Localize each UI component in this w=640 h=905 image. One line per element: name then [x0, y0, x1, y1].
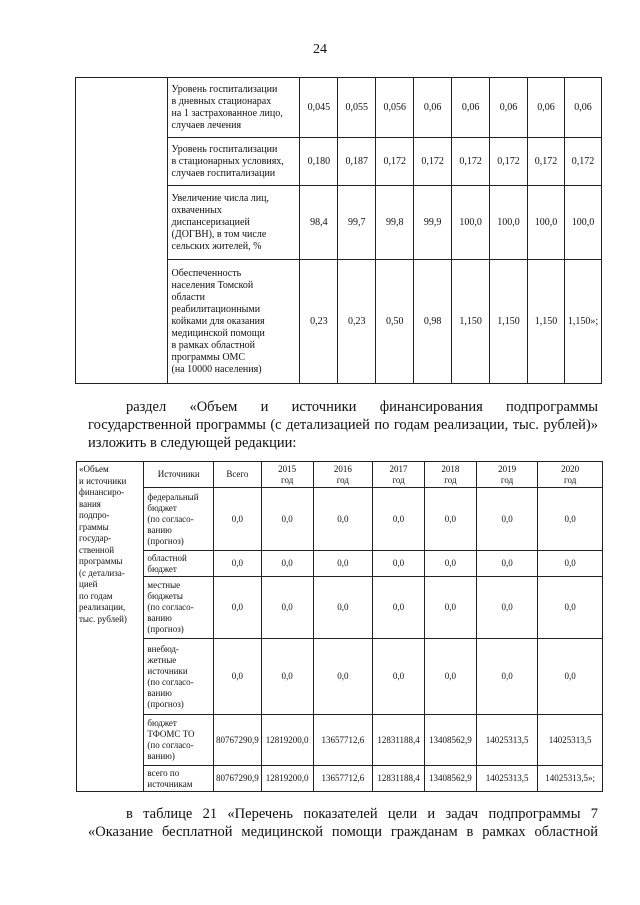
indicator-label: Уровень госпитализации в дневных стационарах на 1 застрахованное лицо, случаев лечения — [167, 78, 300, 138]
value-cell: 14025313,5 — [538, 715, 603, 766]
value-cell: 0,172 — [452, 138, 490, 186]
indicators-table — [75, 77, 602, 384]
value-cell: 1,150»; — [564, 260, 601, 384]
value-cell: 99,9 — [414, 186, 452, 260]
value-cell: 0,172 — [564, 138, 601, 186]
header-total: Всего — [213, 462, 261, 488]
value-cell: 0,0 — [538, 639, 603, 715]
table-row — [76, 78, 602, 138]
value-cell: 0,172 — [527, 138, 564, 186]
value-cell: 0,045 — [300, 78, 338, 138]
indicator-label: Обеспеченность населения Томской области реабилитационными койками для оказания медицинской помощи в рамках областной программы ОМС (на 10000 населения) — [167, 260, 300, 384]
financing-table — [76, 461, 603, 792]
value-cell: 0,06 — [564, 78, 601, 138]
paragraph-line: раздел «Объем и источники финансирования подпрограммы — [126, 399, 598, 415]
value-cell: 0,187 — [338, 138, 376, 186]
value-cell: 14025313,5»; — [538, 766, 603, 792]
header-year: 2016 год — [313, 462, 373, 488]
value-cell: 0,06 — [527, 78, 564, 138]
value-cell: 13657712,6 — [313, 766, 373, 792]
value-cell: 14025313,5 — [476, 766, 538, 792]
value-cell: 0,0 — [261, 577, 313, 639]
value-cell: 13657712,6 — [313, 715, 373, 766]
source-label: внебюд- жетные источники (по согласо- ванию (прогноз) — [144, 639, 214, 715]
value-cell: 0,0 — [476, 488, 538, 551]
value-cell: 0,0 — [424, 639, 476, 715]
value-cell: 0,0 — [476, 639, 538, 715]
value-cell: 0,0 — [313, 551, 373, 577]
value-cell: 0,0 — [538, 551, 603, 577]
value-cell: 0,06 — [414, 78, 452, 138]
value-cell: 0,0 — [424, 577, 476, 639]
indicator-label: Уровень госпитализации в стационарных условиях, случаев госпитализации — [167, 138, 300, 186]
value-cell: 0,0 — [373, 488, 425, 551]
table-row — [77, 551, 603, 577]
source-label: местные бюджеты (по согласо- ванию (прогноз) — [144, 577, 214, 639]
source-label: бюджет ТФОМС ТО (по согласо- ванию) — [144, 715, 214, 766]
value-cell: 99,8 — [376, 186, 414, 260]
value-cell: 12831188,4 — [373, 766, 425, 792]
value-cell: 1,150 — [527, 260, 564, 384]
page-number: 24 — [313, 42, 327, 57]
value-cell: 99,7 — [338, 186, 376, 260]
value-cell: 0,0 — [476, 577, 538, 639]
value-cell: 0,172 — [376, 138, 414, 186]
value-cell: 0,0 — [261, 488, 313, 551]
paragraph-line: «Оказание бесплатной медицинской помощи гражданам в рамках областной — [88, 824, 598, 840]
value-cell: 0,0 — [424, 551, 476, 577]
value-cell: 0,50 — [376, 260, 414, 384]
header-year: 2017 год — [373, 462, 425, 488]
header-year: 2020 год — [538, 462, 603, 488]
value-cell: 98,4 — [300, 186, 338, 260]
value-cell: 0,172 — [490, 138, 528, 186]
value-cell: 0,0 — [476, 551, 538, 577]
value-cell: 100,0 — [452, 186, 490, 260]
table-row — [77, 488, 603, 551]
value-cell: 14025313,5 — [476, 715, 538, 766]
value-cell: 0,0 — [313, 577, 373, 639]
value-cell: 12819200,0 — [261, 766, 313, 792]
value-cell: 0,0 — [373, 551, 425, 577]
value-cell: 100,0 — [527, 186, 564, 260]
value-cell: 0,0 — [213, 639, 261, 715]
table-row — [77, 577, 603, 639]
value-cell: 0,0 — [213, 488, 261, 551]
paragraph-line: государственной программы (с детализацией по годам реализации, тыс. рублей)» — [88, 417, 598, 433]
financing-label: «Объем и источники финансиро- вания подпро- граммы государ- ственной программы (с детализа- цией по годам реализации, тыс. рублей) — [77, 462, 144, 792]
indicator-label: Увеличение числа лиц, охваченных диспансеризацией (ДОГВН), в том числе сельских жителей, % — [167, 186, 300, 260]
table-row — [77, 715, 603, 766]
header-row — [77, 462, 603, 488]
value-cell: 0,056 — [376, 78, 414, 138]
value-cell: 0,0 — [538, 488, 603, 551]
paragraph-line: в таблице 21 «Перечень показателей цели и задач подпрограммы 7 — [126, 806, 598, 822]
table-row — [77, 766, 603, 792]
value-cell: 0,98 — [414, 260, 452, 384]
paragraph-line: изложить в следующей редакции: — [88, 435, 297, 451]
source-label: областной бюджет — [144, 551, 214, 577]
value-cell: 0,0 — [424, 488, 476, 551]
value-cell: 100,0 — [564, 186, 601, 260]
value-cell: 0,0 — [261, 639, 313, 715]
header-year: 2018 год — [424, 462, 476, 488]
header-year: 2015 год — [261, 462, 313, 488]
value-cell: 0,0 — [373, 639, 425, 715]
source-label: всего по источникам — [144, 766, 214, 792]
value-cell: 0,0 — [313, 488, 373, 551]
value-cell: 12819200,0 — [261, 715, 313, 766]
value-cell: 1,150 — [490, 260, 528, 384]
value-cell: 0,0 — [261, 551, 313, 577]
value-cell: 0,180 — [300, 138, 338, 186]
table-row — [77, 639, 603, 715]
source-label: федеральный бюджет (по согласо- ванию (прогноз) — [144, 488, 214, 551]
value-cell: 0,055 — [338, 78, 376, 138]
value-cell: 0,23 — [300, 260, 338, 384]
value-cell: 100,0 — [490, 186, 528, 260]
value-cell: 0,172 — [414, 138, 452, 186]
value-cell: 0,06 — [490, 78, 528, 138]
value-cell: 80767290,9 — [213, 715, 261, 766]
value-cell: 80767290,9 — [213, 766, 261, 792]
header-year: 2019 год — [476, 462, 538, 488]
value-cell: 0,0 — [213, 577, 261, 639]
value-cell: 1,150 — [452, 260, 490, 384]
value-cell: 0,0 — [213, 551, 261, 577]
header-sources: Источники — [144, 462, 214, 488]
value-cell: 0,06 — [452, 78, 490, 138]
value-cell: 0,0 — [313, 639, 373, 715]
value-cell: 13408562,9 — [424, 766, 476, 792]
empty-cell — [76, 78, 168, 384]
value-cell: 0,23 — [338, 260, 376, 384]
value-cell: 12831188,4 — [373, 715, 425, 766]
value-cell: 0,0 — [538, 577, 603, 639]
value-cell: 13408562,9 — [424, 715, 476, 766]
value-cell: 0,0 — [373, 577, 425, 639]
